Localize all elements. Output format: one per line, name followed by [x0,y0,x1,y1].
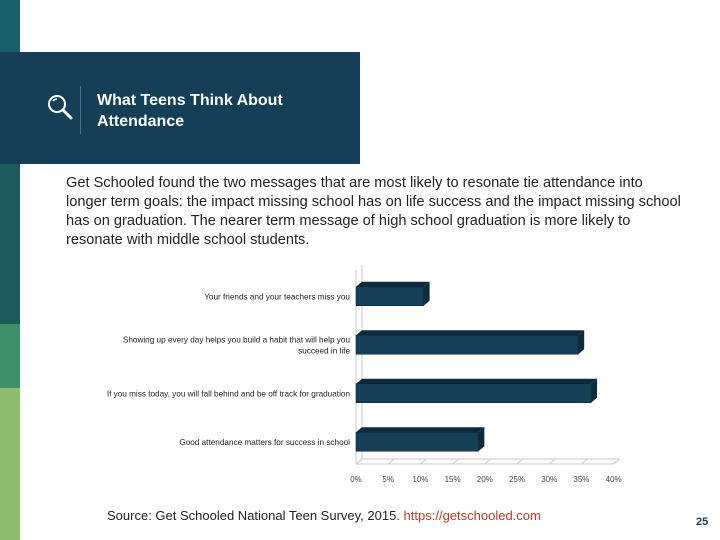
bar [356,427,484,451]
x-tick-label: 35% [573,475,590,484]
category-label: Showing up every day helps you build a habit that will help you succeed in life [122,335,350,356]
chart-tick-mark [356,459,362,464]
bar-front-face [356,384,591,403]
bar [356,282,430,306]
bar-front-face [356,335,578,354]
chart-tick-mark [420,459,426,464]
chart-category-labels [107,292,351,447]
page-title: What Teens Think About Attendance [97,92,283,130]
chart-tick-mark [388,459,394,464]
attendance-bar-chart [0,258,720,498]
x-tick-label: 10% [412,475,429,484]
x-tick-label: 0% [350,475,362,484]
chart-bars [356,282,597,452]
magnifier-icon [46,93,74,121]
x-tick-label: 20% [476,475,493,484]
bar-top-face [356,427,484,432]
chart-tick-mark [485,459,491,464]
source-text: Source: Get Schooled National Teen Survey, 2015. [107,508,404,523]
page-number: 25 [696,516,709,528]
x-tick-label: 40% [605,475,622,484]
category-label: If you miss today, you will fall behind and be off track for graduation [106,389,350,399]
bar [356,330,584,354]
chart-tick-mark [614,459,620,464]
chart-tick-mark [581,459,587,464]
x-tick-label: 15% [444,475,461,484]
chart-tick-mark [549,459,555,464]
chart-tick-mark [517,459,523,464]
bar-top-face [356,379,597,384]
bar-top-face [356,330,584,335]
source-link[interactable]: https://getschooled.com [403,508,541,523]
title-divider [80,86,81,134]
category-label: Good attendance matters for success in school [179,437,350,447]
chart-tick-mark [453,459,459,464]
chart-tick-labels [350,475,621,484]
x-tick-label: 25% [508,475,526,484]
bar-top-face [356,282,430,287]
side-stripe [0,52,20,164]
side-stripe [0,0,20,52]
body-paragraph: Get Schooled found the two messages that are most likely to resonate tie attendance into longer term goals: the impact missing school has on life success and the impact missing school has on graduation. The nearer term message of high school graduation is more likely to resonate with middle school students. [66,175,681,248]
x-tick-label: 5% [382,475,394,484]
bar [356,379,597,403]
bar-front-face [356,432,478,451]
title-banner [20,52,360,164]
category-label: Your friends and your teachers miss you [204,292,350,302]
bar-front-face [356,287,424,306]
x-tick-label: 30% [541,475,558,484]
source-note [107,508,541,523]
